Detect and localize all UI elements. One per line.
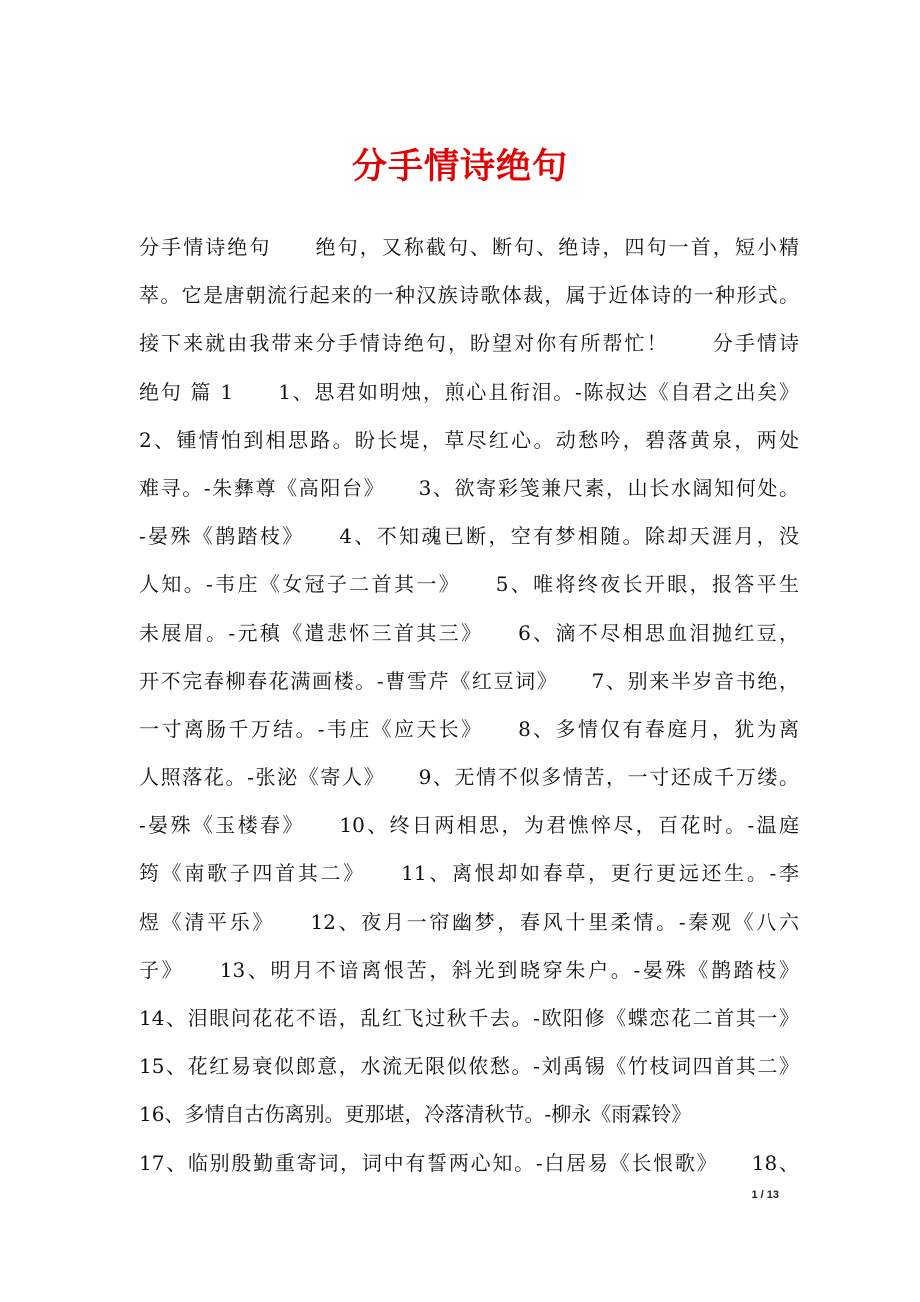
body-line: 未展眉。-元稹《遣悲怀三首其三》 6、滴不尽相思血泪抛红豆， <box>139 620 799 645</box>
document-title: 分手情诗绝句 <box>351 147 568 187</box>
body-line: 开不完春柳春花满画楼。-曹雪芹《红豆词》 7、别来半岁音书绝， <box>139 668 799 693</box>
body-line: 2、锺情怕到相思路。盼长堤，草尽红心。动愁吟，碧落黄泉，两处 <box>139 427 799 452</box>
body-line: 16、多情自古伤离别。更那堪，冷落清秋节。-柳永《雨霖铃》 <box>139 1102 692 1127</box>
body-line: 15、花红易衰似郎意，水流无限似侬愁。-刘禹锡《竹枝词四首其二》 <box>139 1054 799 1079</box>
body-line: 难寻。-朱彝尊《高阳台》 3、欲寄彩笺兼尺素，山长水阔知何处。 <box>139 475 799 500</box>
body-line: 煜《清平乐》 12、夜月一帘幽梦，春风十里柔情。-秦观《八六 <box>139 909 799 934</box>
body-line: 人照落花。-张泌《寄人》 9、无情不似多情苦，一寸还成千万缕。 <box>139 765 799 790</box>
body-line: 人知。-韦庄《女冠子二首其一》 5、唯将终夜长开眼，报答平生 <box>139 572 799 597</box>
body-line: 14、泪眼问花花不语，乱红飞过秋千去。-欧阳修《蝶恋花二首其一》 <box>139 1006 799 1030</box>
body-line: 筠《南歌子四首其二》 11、离恨却如春草，更行更远还生。-李 <box>139 861 799 886</box>
page-number: 1 / 13 <box>751 1189 779 1201</box>
body-line: 子》 13、明月不谙离恨苦，斜光到晓穿朱户。-晏殊《鹊踏枝》 <box>139 957 799 982</box>
body-line: 一寸离肠千万结。-韦庄《应天长》 8、多情仅有春庭月，犹为离 <box>139 716 799 741</box>
body-line: 接下来就由我带来分手情诗绝句，盼望对你有所帮忙！ 分手情诗 <box>139 331 799 356</box>
document-body <box>139 223 799 1187</box>
body-line: 17、临别殷勤重寄词，词中有誓两心知。-白居易《长恨歌》 18、 <box>139 1150 799 1175</box>
body-line: -晏殊《鹊踏枝》 4、不知魂已断，空有梦相随。除却天涯月，没 <box>139 524 799 549</box>
body-line: -晏殊《玉楼春》 10、终日两相思，为君憔悴尽，百花时。-温庭 <box>139 813 799 838</box>
body-line: 萃。它是唐朝流行起来的一种汉族诗歌体裁，属于近体诗的一种形式。 <box>139 283 799 308</box>
body-line: 绝句 篇 1 1、思君如明烛，煎心且衔泪。-陈叔达《自君之出矣》 <box>139 379 799 404</box>
body-line: 分手情诗绝句 绝句，又称截句、断句、绝诗，四句一首，短小精 <box>139 235 799 259</box>
